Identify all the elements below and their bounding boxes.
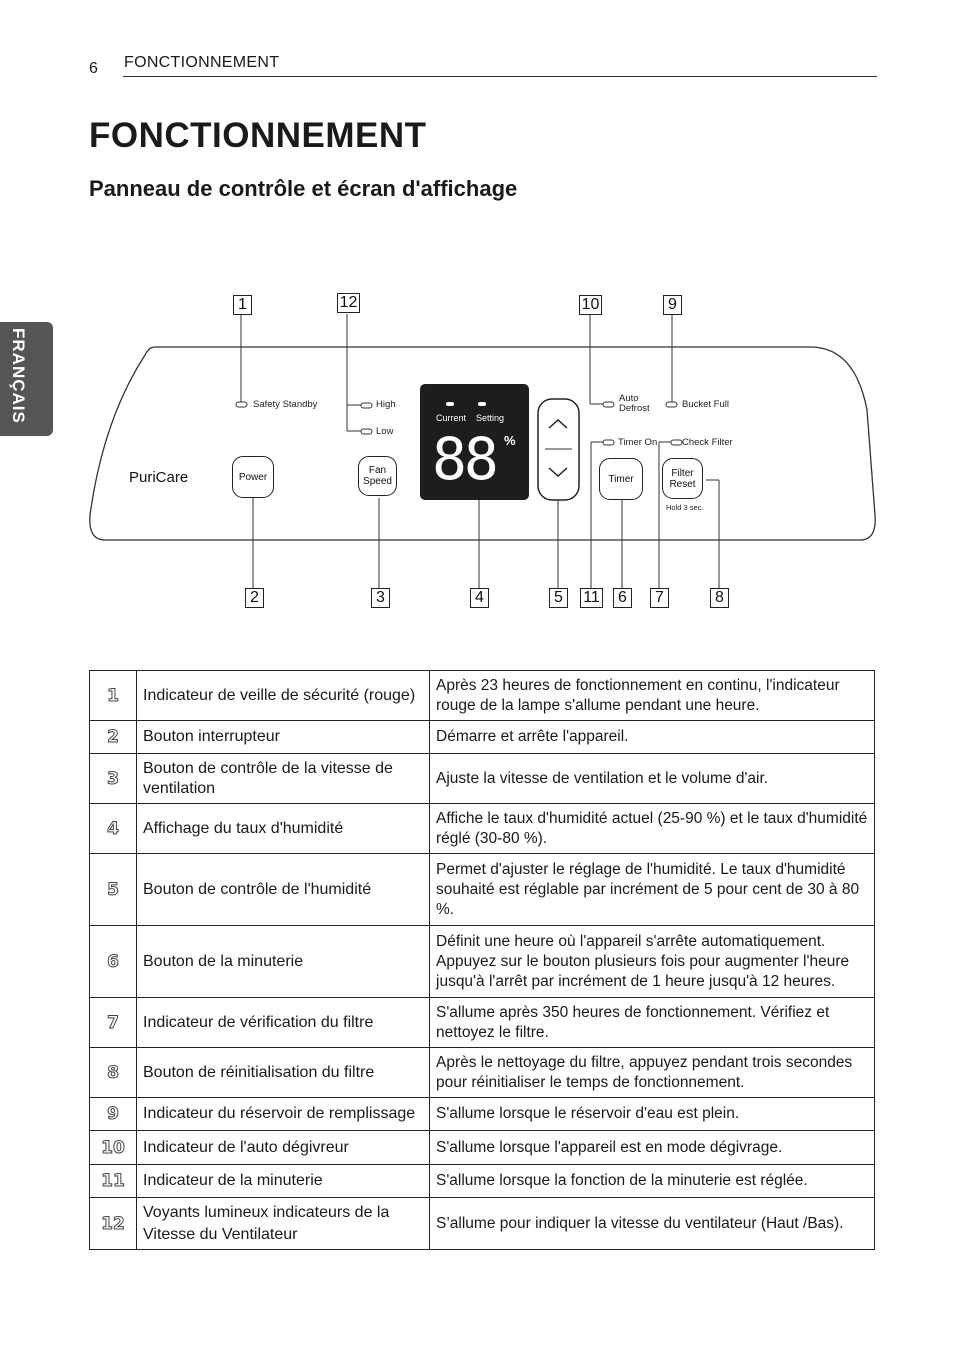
row-label: Indicateur de l'auto dégivreur xyxy=(137,1131,430,1165)
row-number: 8 xyxy=(90,1048,137,1098)
row-number: 1 xyxy=(90,671,137,721)
language-tab-label: FRANÇAIS xyxy=(9,328,28,424)
row-number: 2 xyxy=(90,721,137,754)
table-row xyxy=(90,1165,875,1198)
percent-sign: % xyxy=(504,433,516,448)
timer-on-label: Timer On xyxy=(618,437,658,448)
row-description: Après 23 heures de fonctionnement en continu, l'indicateur rouge de la lampe s'allume pendant une heure. xyxy=(430,671,875,721)
display-current-label: Current xyxy=(436,413,467,423)
callout-7: 7 xyxy=(650,588,669,608)
row-number: 6 xyxy=(90,926,137,998)
row-description: S'allume lorsque le réservoir d'eau est plein. xyxy=(430,1098,875,1131)
table-row xyxy=(90,1198,875,1250)
callout-2: 2 xyxy=(245,588,264,608)
table-row xyxy=(90,1098,875,1131)
callout-10: 10 xyxy=(579,295,602,315)
high-speed-label: High xyxy=(376,399,396,410)
brand-logo: PuriCare xyxy=(129,469,189,486)
row-number: 4 xyxy=(90,804,137,854)
row-number: 12 xyxy=(90,1198,137,1250)
row-description: Définit une heure où l'appareil s'arrête automatiquement. Appuyez sur le bouton plusieurs fois pour augmenter l'heure jusqu'à l'arrêt par incrément de 1 heure jusqu'à 12 heures. xyxy=(430,926,875,998)
row-description: Permet d'ajuster le réglage de l'humidité. Le taux d'humidité souhaité est réglable par incrément de 5 pour cent de 30 à 80 %. xyxy=(430,854,875,926)
table-row xyxy=(90,926,875,998)
power-button[interactable]: Power xyxy=(232,456,274,498)
row-label: Bouton de la minuterie xyxy=(137,926,430,998)
table-row xyxy=(90,671,875,721)
row-description: S'allume après 350 heures de fonctionnement. Vérifiez et nettoyez le filtre. xyxy=(430,998,875,1048)
row-number: 10 xyxy=(90,1131,137,1165)
display-setting-label: Setting xyxy=(476,413,505,423)
control-panel-diagram xyxy=(85,290,880,615)
hold-note: Hold 3 sec. xyxy=(666,503,704,512)
table-row xyxy=(90,854,875,926)
timer-button[interactable]: Timer xyxy=(599,458,643,500)
row-description: S’allume pour indiquer la vitesse du ventilateur (Haut /Bas). xyxy=(430,1198,875,1250)
row-description: Ajuste la vitesse de ventilation et le volume d'air. xyxy=(430,754,875,804)
bucket-full-label: Bucket Full xyxy=(682,399,729,410)
row-label: Bouton de contrôle de l'humidité xyxy=(137,854,430,926)
check-filter-label: Check Filter xyxy=(682,437,733,448)
row-description: Démarre et arrête l'appareil. xyxy=(430,721,875,754)
callout-9: 9 xyxy=(663,295,682,315)
callout-1: 1 xyxy=(233,295,252,315)
row-label: Indicateur de veille de sécurité (rouge) xyxy=(137,671,430,721)
table-row xyxy=(90,1131,875,1165)
table-row xyxy=(90,998,875,1048)
section-title: Panneau de contrôle et écran d'affichage xyxy=(89,176,518,201)
row-label: Bouton de contrôle de la vitesse de ventilation xyxy=(137,754,430,804)
page-number: 6 xyxy=(89,60,98,77)
row-label: Bouton interrupteur xyxy=(137,721,430,754)
row-number: 11 xyxy=(90,1165,137,1198)
row-label: Affichage du taux d'humidité xyxy=(137,804,430,854)
safety-standby-label: Safety Standby xyxy=(253,399,318,410)
row-description: S'allume lorsque l'appareil est en mode dégivrage. xyxy=(430,1131,875,1165)
row-label: Indicateur de vérification du filtre xyxy=(137,998,430,1048)
control-description-table xyxy=(89,670,875,1250)
callout-6: 6 xyxy=(613,588,632,608)
table-row xyxy=(90,1048,875,1098)
language-tab xyxy=(0,322,53,436)
callout-4: 4 xyxy=(470,588,489,608)
row-number: 3 xyxy=(90,754,137,804)
table-row xyxy=(90,721,875,754)
callout-3: 3 xyxy=(371,588,390,608)
row-description: S'allume lorsque la fonction de la minuterie est réglée. xyxy=(430,1165,875,1198)
row-label: Indicateur de la minuterie xyxy=(137,1165,430,1198)
fan-speed-button[interactable]: Fan Speed xyxy=(358,456,397,496)
humidity-digits: 88 xyxy=(432,425,496,493)
running-head: FONCTIONNEMENT xyxy=(124,54,280,71)
table-row xyxy=(90,754,875,804)
row-label: Bouton de réinitialisation du filtre xyxy=(137,1048,430,1098)
row-label: Indicateur du réservoir de remplissage xyxy=(137,1098,430,1131)
row-number: 9 xyxy=(90,1098,137,1131)
row-label: Voyants lumineux indicateurs de la Vitesse du Ventilateur xyxy=(137,1198,430,1250)
row-number: 5 xyxy=(90,854,137,926)
row-description: Affiche le taux d'humidité actuel (25-90 %) et le taux d'humidité réglé (30-80 %). xyxy=(430,804,875,854)
low-speed-label: Low xyxy=(376,426,394,437)
filter-reset-button[interactable]: Filter Reset xyxy=(662,458,703,499)
header-rule xyxy=(123,76,877,77)
callout-11: 11 xyxy=(580,588,603,608)
table-row xyxy=(90,804,875,854)
callout-8: 8 xyxy=(710,588,729,608)
callout-12: 12 xyxy=(337,293,360,313)
row-number: 7 xyxy=(90,998,137,1048)
page-title: FONCTIONNEMENT xyxy=(89,116,427,155)
callout-5: 5 xyxy=(549,588,568,608)
row-description: Après le nettoyage du filtre, appuyez pendant trois secondes pour réinitialiser le temps de fonctionnement. xyxy=(430,1048,875,1098)
auto-defrost-label: Auto Defrost xyxy=(619,393,650,414)
